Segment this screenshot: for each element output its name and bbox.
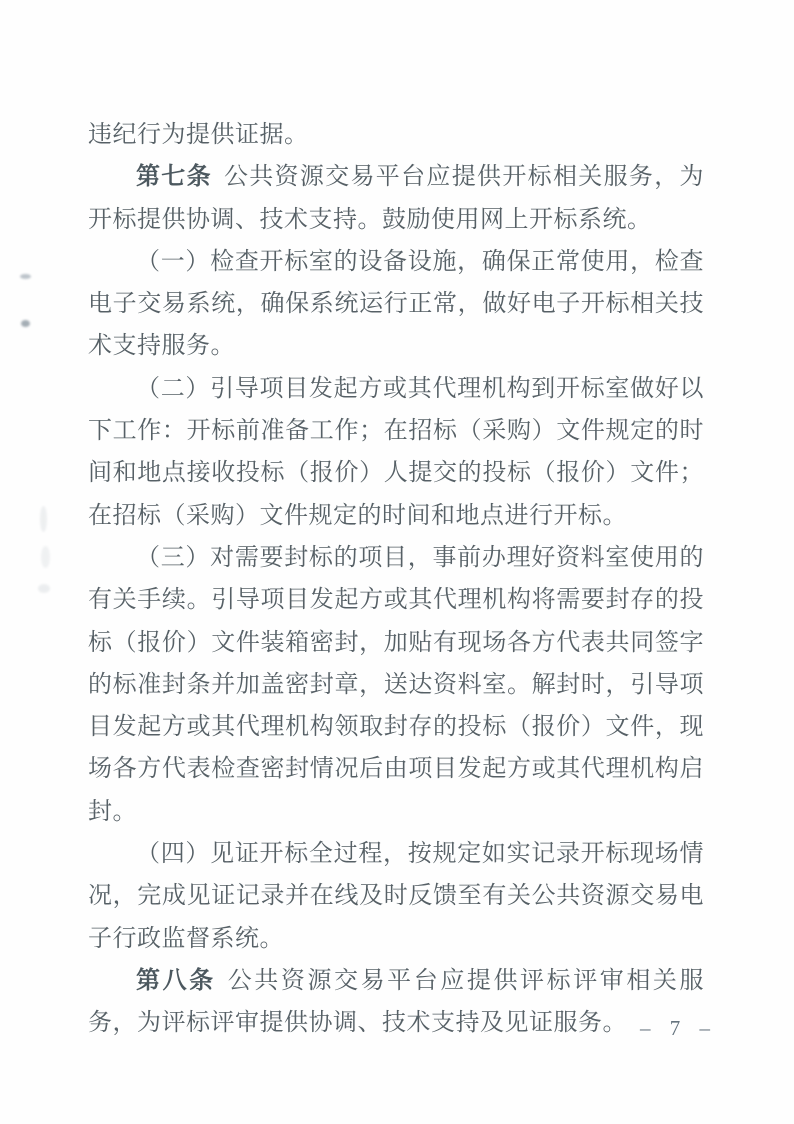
paragraph-text: 违纪行为提供证据。	[88, 122, 309, 148]
paragraph-continuation	[88, 114, 704, 156]
scan-smudge	[21, 320, 30, 327]
scan-smudge	[40, 506, 47, 532]
paragraph-text: （一）检查开标室的设备设施，确保正常使用，检查电子交易系统，确保系统运行正常，做好电子开标相关技术支持服务。	[88, 248, 704, 360]
scan-smudge	[41, 546, 50, 568]
paragraph-article-7	[88, 156, 704, 241]
paragraph-text: 公共资源交易平台应提供开标相关服务，为开标提供协调、技术支持。鼓励使用网上开标系统。	[88, 164, 705, 233]
paragraph-item-4	[88, 833, 704, 960]
paragraph-item-1	[88, 241, 704, 368]
paragraph-text: 公共资源交易平台应提供评标评审相关服务，为评标评审提供协调、技术支持及见证服务。	[88, 967, 705, 1037]
paragraph-text: （四）见证开标全过程，按规定如实记录开标现场情况，完成见证记录并在线及时反馈至有关公共资源交易电子行政监督系统。	[88, 841, 704, 952]
article-number-label: 第八条	[136, 967, 216, 994]
paragraph-text: （三）对需要封标的项目，事前办理好资料室使用的有关手续。引导项目发起方或其代理机构将需要封存的投标（报价）文件装箱密封，加贴有现场各方代表共同签字的标准封条并加盖密封章，送达资料室。解封时，引导项目发起方或其代理机构领取封存的投标（报价）文件，现场各方代表检查密封情况后由项目发起方或其代理机构启封。	[88, 544, 704, 825]
paragraph-item-2	[88, 368, 704, 537]
paragraph-article-8	[88, 960, 717, 1045]
article-number-label: 第七条	[136, 164, 212, 191]
paragraph-item-3	[88, 537, 704, 833]
page-number: – 7 –	[640, 1016, 717, 1040]
document-body	[88, 114, 717, 1045]
paragraph-text: （二）引导项目发起方或其代理机构到开标室做好以下工作：开标前准备工作；在招标（采购）文件规定的时间和地点接收投标（报价）人提交的投标（报价）文件；在招标（采购）文件规定的时间和地点进行开标。	[88, 375, 704, 529]
scan-smudge	[38, 584, 50, 593]
scan-smudge	[20, 274, 31, 279]
